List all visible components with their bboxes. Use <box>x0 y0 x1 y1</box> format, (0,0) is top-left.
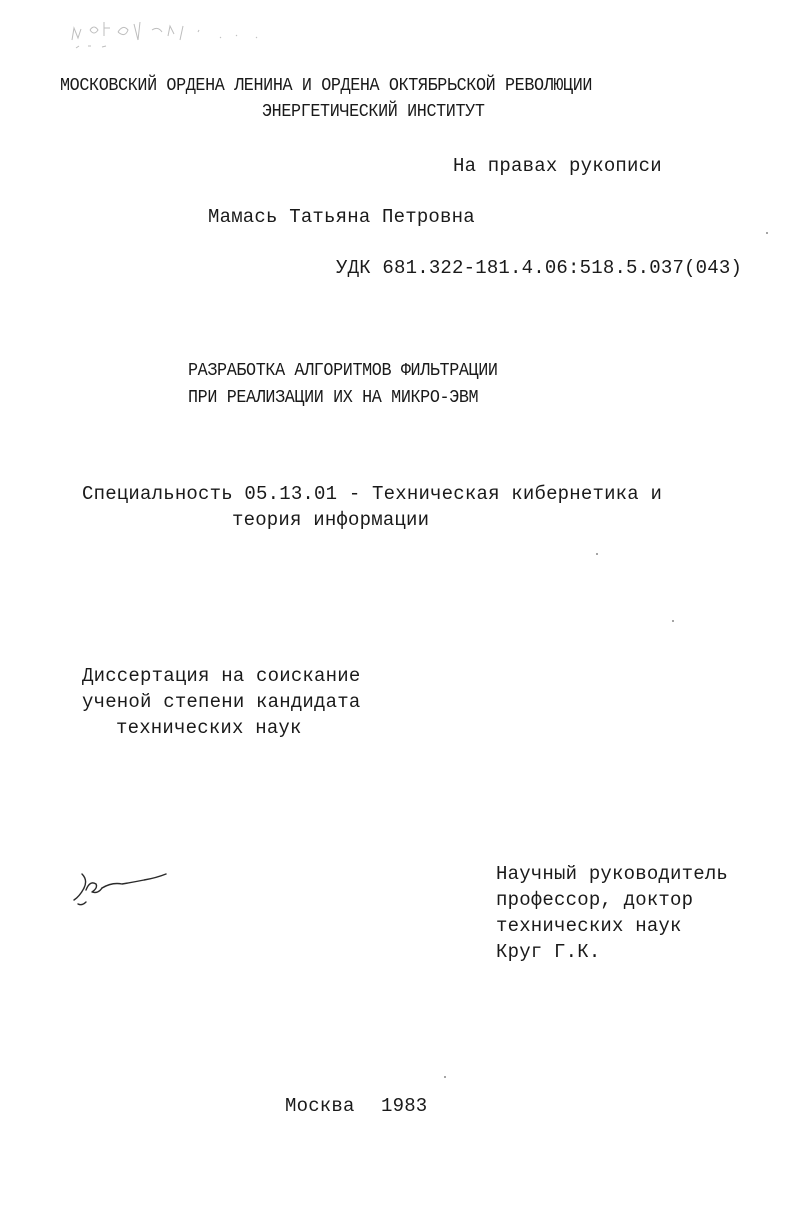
author-name: Мамась Татьяна Петровна <box>208 206 475 228</box>
advisor-name: Круг Г.К. <box>496 941 601 963</box>
scan-speck <box>596 553 598 555</box>
thesis-title-line2: ПРИ РЕАЛИЗАЦИИ ИХ НА МИКРО-ЭВМ <box>188 388 479 408</box>
footer-year: 1983 <box>381 1095 428 1117</box>
dissertation-line2: ученой степени кандидата <box>82 691 361 713</box>
scan-speck <box>766 232 768 234</box>
footer-city: Москва <box>285 1095 355 1117</box>
specialty-line2: теория информации <box>232 509 430 531</box>
thesis-title-line1: РАЗРАБОТКА АЛГОРИТМОВ ФИЛЬТРАЦИИ <box>188 361 498 381</box>
scan-speck <box>444 1076 446 1078</box>
advisor-line3: технических наук <box>496 915 682 937</box>
dissertation-line1: Диссертация на соискание <box>82 665 361 687</box>
advisor-line2: профессор, доктор <box>496 889 694 911</box>
udk-code: УДК 681.322-181.4.06:518.5.037(043) <box>336 257 743 279</box>
advisor-line1: Научный руководитель <box>496 863 729 885</box>
scan-speck <box>672 620 674 622</box>
handwritten-signature <box>70 868 180 918</box>
faded-stamp-mark <box>60 10 290 54</box>
dissertation-line3: технических наук <box>116 717 302 739</box>
manuscript-note: На правах рукописи <box>453 155 662 177</box>
institute-name-line2: ЭНЕРГЕТИЧЕСКИЙ ИНСТИТУТ <box>262 102 485 122</box>
specialty-line1: Специальность 05.13.01 - Техническая кибернетика и <box>82 483 663 505</box>
institute-name-line1: МОСКОВСКИЙ ОРДЕНА ЛЕНИНА И ОРДЕНА ОКТЯБРЬСКОЙ РЕВОЛЮЦИИ <box>60 76 593 96</box>
